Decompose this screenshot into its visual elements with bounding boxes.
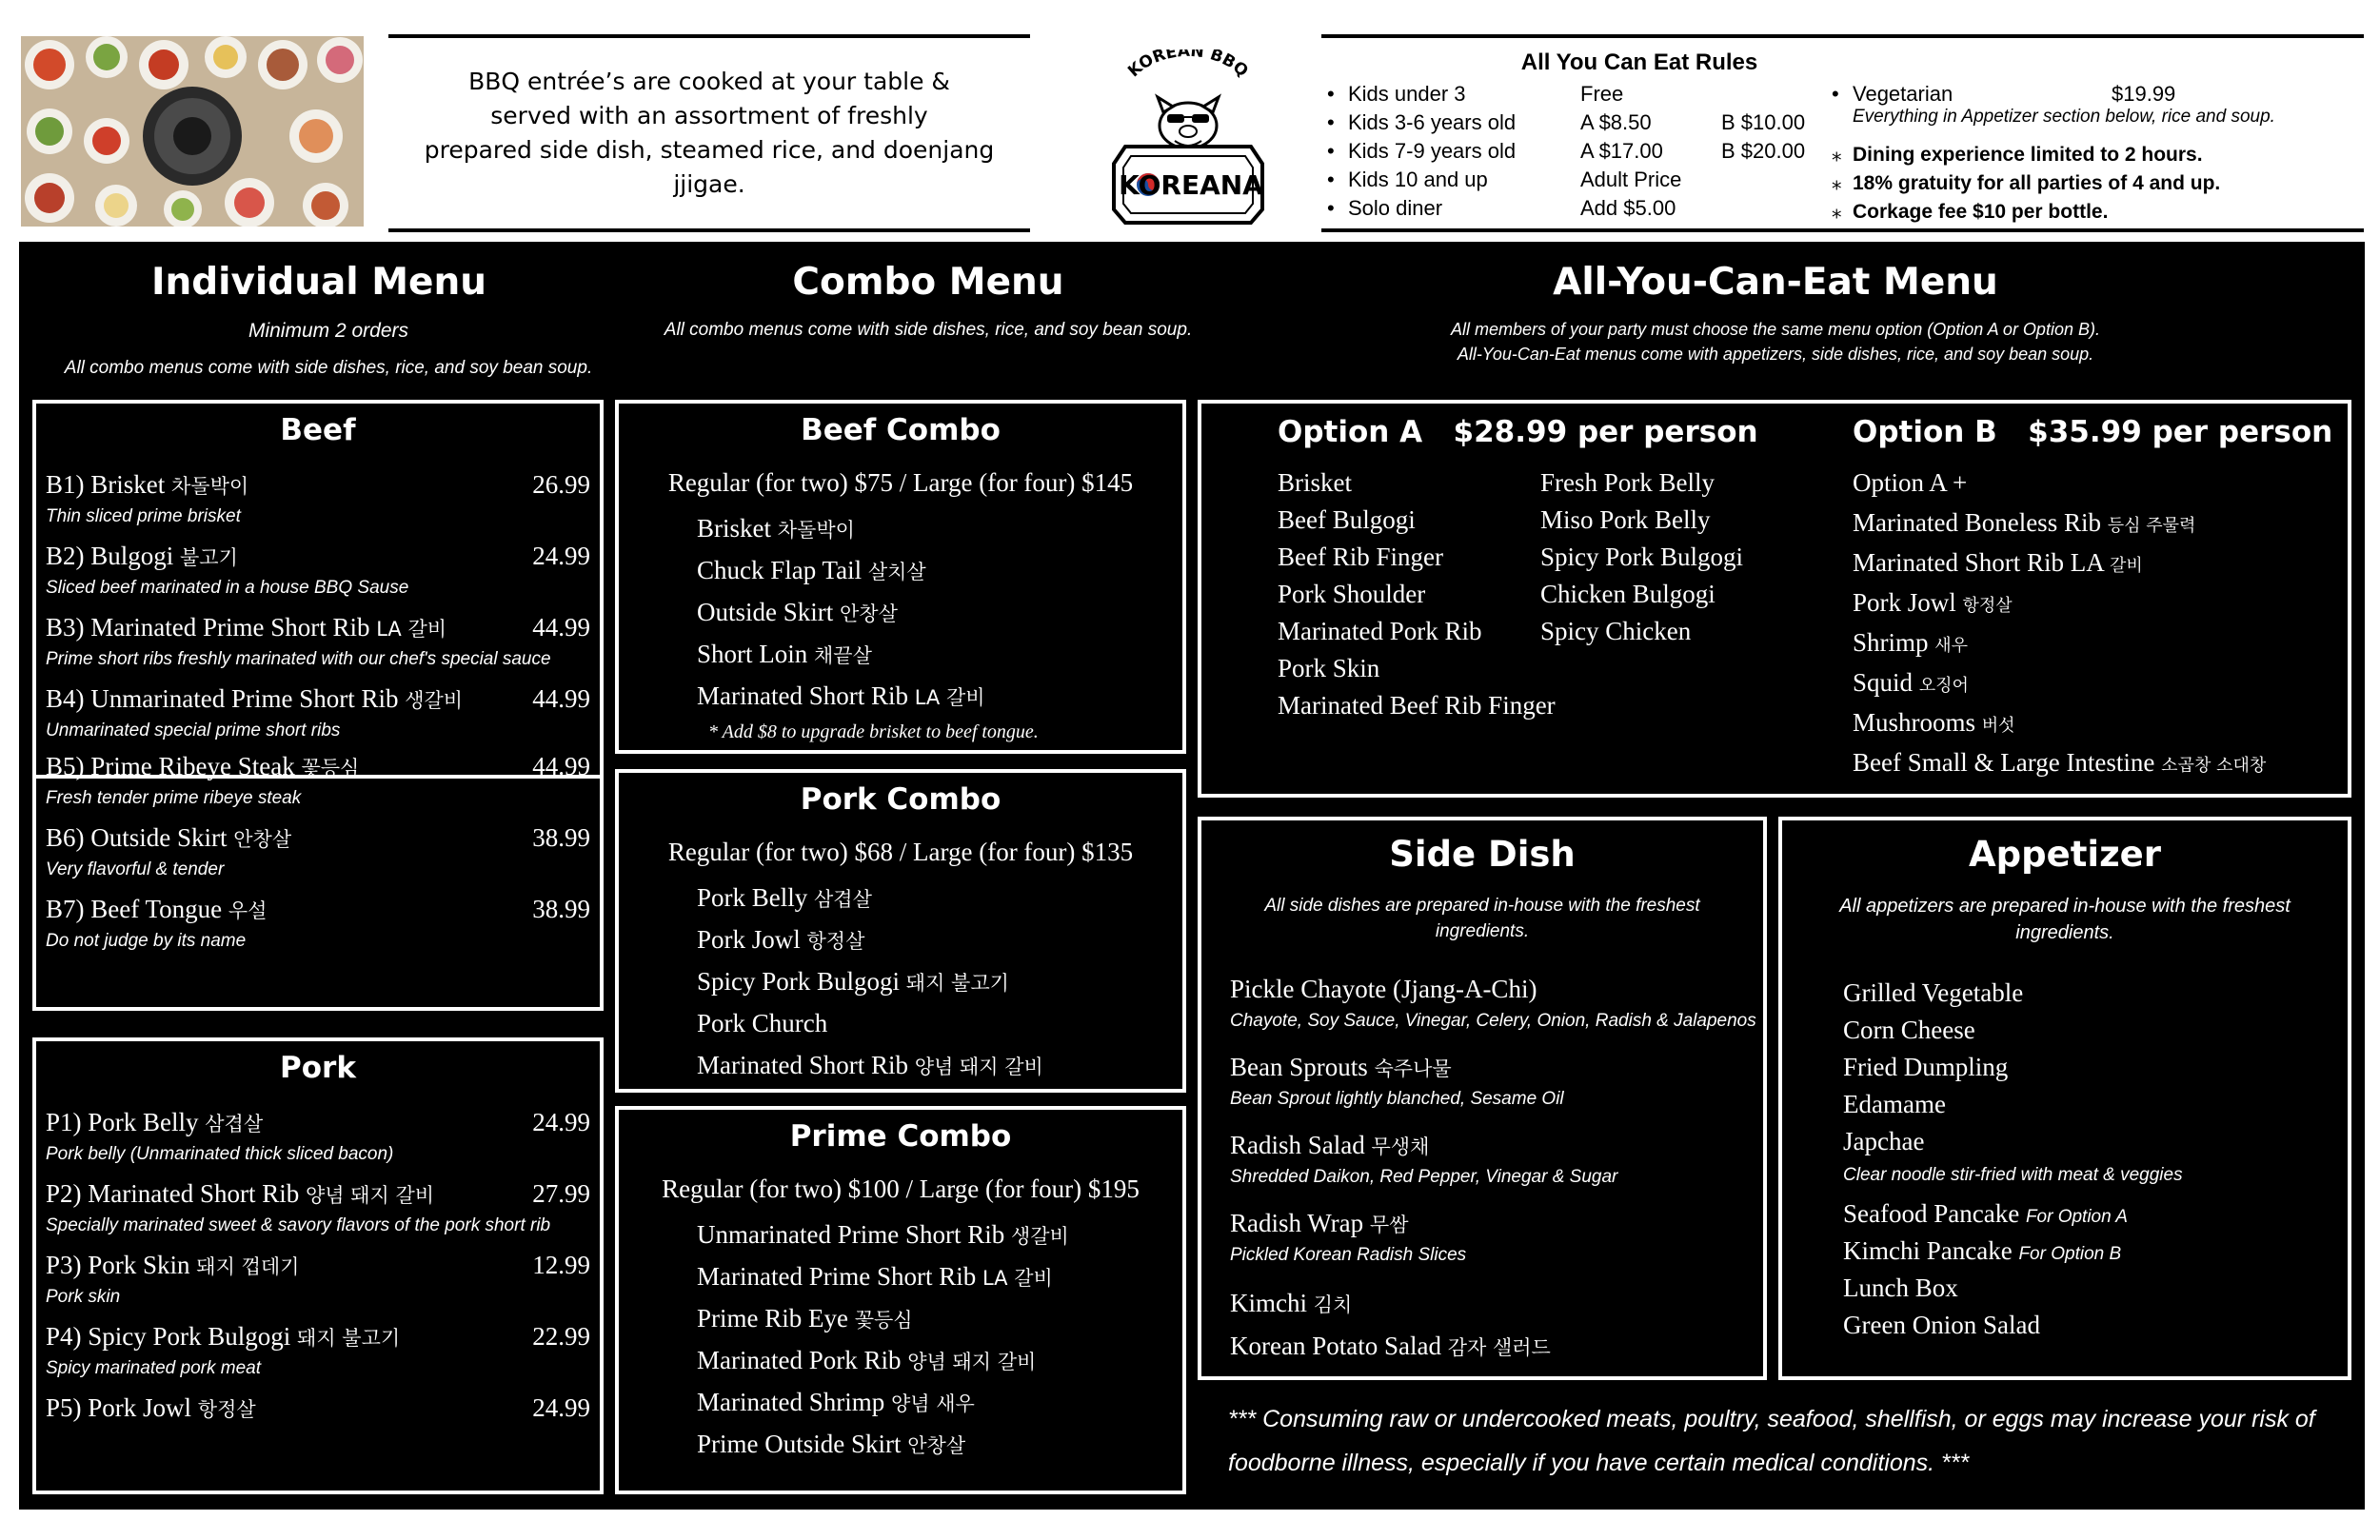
beef-item-name: B7) Beef Tongue 우설: [46, 895, 268, 923]
appetizer-item: Corn Cheese: [1843, 1016, 1975, 1044]
combo-item: Pork Jowl 항정살: [697, 925, 865, 954]
option-a-item: Brisket: [1278, 468, 1352, 497]
pork-item-price: 12.99: [532, 1251, 590, 1279]
appetizer-item: Kimchi Pancake For Option B: [1843, 1236, 2122, 1265]
combo-item: Chuck Flap Tail 살치살: [697, 556, 926, 584]
beef-item-price: 24.99: [532, 542, 590, 570]
beef-combo-box: [615, 400, 1186, 754]
beef-item-desc: Very flavorful & tender: [46, 859, 225, 879]
individual-menu-title: Individual Menu: [150, 261, 487, 304]
option-a-item: Chicken Bulgogi: [1540, 580, 1716, 608]
pork-item-name: P2) Marinated Short Rib 양념 돼지 갈비: [46, 1179, 435, 1208]
beef-item-name: B3) Marinated Prime Short Rib LA 갈비: [46, 613, 447, 642]
combo-item: Pork Belly 삼겹살: [697, 883, 872, 912]
beef-item-name: B1) Brisket 차돌박이: [46, 470, 249, 499]
pork-item-price: 27.99: [532, 1179, 590, 1208]
individual-menu-sub2: All combo menus come with side dishes, rice, and soy bean soup.: [64, 358, 593, 378]
rule-row: • Kids under 3 Free: [1327, 82, 1624, 106]
beef-item-price: 44.99: [532, 684, 590, 713]
pork-item-name: P4) Spicy Pork Bulgogi 돼지 불고기: [46, 1322, 401, 1351]
combo-item: Marinated Shrimp 양념 새우: [697, 1388, 975, 1416]
option-b-item: Squid 오징어: [1853, 668, 1969, 697]
ayce-rules: All You Can Eat Rules • Kids under 3 Free • Kids 3-6 years old A $8.50 B $10.00 • Kids 7-9 years old A $17.00 B $20.00 • Kids 10 and up Adult Price • Solo diner Add $5.00 • Vegetarian $19.99 Everything in Appetizer section below, rice and soup. ⁎ Dining experience limited to 2 hours. ⁎ 18% gratuity for all parties of 4 and up. ⁎ Corkage fee $10 per bottle.: [1321, 34, 2364, 232]
ayce-options-box: [1198, 400, 2351, 798]
combo-item: Unmarinated Prime Short Rib 생갈비: [697, 1220, 1069, 1249]
beef-item-desc: Sliced beef marinated in a house BBQ Sause: [46, 578, 409, 598]
beef-item-name: B2) Bulgogi 불고기: [46, 542, 238, 570]
side-dish-item: Pickle Chayote (Jjang-A-Chi): [1230, 975, 1537, 1003]
side-dish-desc: Chayote, Soy Sauce, Vinegar, Celery, Onion, Radish & Jalapenos: [1230, 1011, 1756, 1031]
option-b-head: Option B $35.99 per person: [1853, 415, 2333, 449]
combo-item: Pork Church: [697, 1009, 828, 1037]
appetizer-box: [1778, 817, 2351, 1380]
combo-menu-sub: All combo menus come with side dishes, rice, and soy bean soup.: [664, 320, 1193, 340]
prime-combo-title: Prime Combo: [789, 1119, 1012, 1154]
rule-row: • Kids 7-9 years old A $17.00 B $20.00: [1327, 139, 1806, 163]
side-dish-desc: Shredded Daikon, Red Pepper, Vinegar & Sugar: [1230, 1167, 1618, 1187]
pork-item-desc: Specially marinated sweet & savory flavors of the pork short rib: [46, 1215, 551, 1235]
combo-item: Marinated Short Rib LA 갈비: [697, 681, 985, 710]
beef-combo-title: Beef Combo: [801, 413, 1001, 447]
combo-item: Prime Outside Skirt 안창살: [697, 1430, 966, 1458]
ayce-menu-sub1: All members of your party must choose the same menu option (Option A or Option B).: [1451, 320, 2100, 339]
side-dish-item: Radish Salad 무생채: [1230, 1131, 1430, 1159]
appetizer-item: Edamame: [1843, 1090, 1946, 1118]
menu-board: [19, 242, 2365, 1510]
side-dish-sub: All side dishes are prepared in-house with the freshest ingredients.: [1264, 896, 1700, 941]
japchae-desc: Clear noodle stir-fried with meat & veggies: [1843, 1165, 2183, 1185]
option-a-item: Fresh Pork Belly: [1540, 468, 1716, 497]
pork-item-name: P5) Pork Jowl 항정살: [46, 1393, 256, 1422]
rule-row: • Kids 10 and up Adult Price: [1327, 168, 1682, 191]
pork-box: [32, 1037, 604, 1494]
option-b-item: Pork Jowl 항정살: [1853, 588, 2013, 617]
beef-item-name: B4) Unmarinated Prime Short Rib 생갈비: [46, 684, 464, 713]
option-b-item: Marinated Boneless Rib 등심 주물력: [1853, 508, 2196, 537]
option-b-item: Marinated Short Rib LA 갈비: [1853, 548, 2143, 577]
beef-item-price: 26.99: [532, 470, 590, 499]
combo-item: Brisket 차돌박이: [697, 514, 855, 543]
pork-combo-price: Regular (for two) $68 / Large (for four) $135: [667, 838, 1134, 866]
beef-item-desc: Thin sliced prime brisket: [46, 506, 241, 526]
option-b-item: Option A +: [1853, 468, 1968, 497]
beef-combo-price: Regular (for two) $75 / Large (for four) $145: [667, 468, 1134, 497]
prime-combo-price: Regular (for two) $100 / Large (for four) $195: [662, 1175, 1140, 1203]
pork-item-price: 24.99: [532, 1393, 590, 1422]
pork-item-price: 24.99: [532, 1108, 590, 1136]
rule-row: • Solo diner Add $5.00: [1327, 196, 1676, 220]
side-dish-item: Bean Sprouts 숙주나물: [1230, 1053, 1452, 1081]
combo-item: Marinated Short Rib 양념 돼지 갈비: [697, 1051, 1043, 1079]
pork-title: Pork: [280, 1051, 356, 1085]
side-dish-desc: Bean Sprout lightly blanched, Sesame Oil: [1230, 1089, 1564, 1109]
beef-item-price: 44.99: [532, 613, 590, 642]
appetizer-item: Fried Dumpling: [1843, 1053, 2009, 1081]
pork-item-price: 22.99: [532, 1322, 590, 1351]
combo-item: Marinated Pork Rib 양념 돼지 갈비: [697, 1346, 1037, 1374]
side-dish-item: Korean Potato Salad 감자 샐러드: [1230, 1332, 1551, 1360]
option-a-item: Marinated Pork Rib: [1278, 617, 1482, 645]
logo-brand: KOREANA: [1119, 169, 1263, 201]
combo-item: Outside Skirt 안창살: [697, 598, 898, 626]
rule-row: • Kids 3-6 years old A $8.50 B $10.00: [1327, 110, 1806, 134]
option-a-head: Option A $28.99 per person: [1278, 415, 1758, 449]
combo-item: Spicy Pork Bulgogi 돼지 불고기: [697, 967, 1009, 996]
ayce-menu-title: All-You-Can-Eat Menu: [1553, 261, 1998, 304]
svg-text:KOREAN BBQ: [1124, 49, 1252, 81]
side-dish-desc: Pickled Korean Radish Slices: [1230, 1245, 1467, 1265]
food-photo: [21, 36, 364, 227]
option-a-item: Spicy Chicken: [1540, 617, 1692, 645]
beef-item-desc: Do not judge by its name: [46, 931, 247, 951]
pork-item-desc: Spicy marinated pork meat: [46, 1358, 261, 1378]
pork-item-desc: Pork belly (Unmarinated thick sliced bacon): [46, 1144, 394, 1164]
combo-item: Marinated Prime Short Rib LA 갈비: [697, 1262, 1053, 1291]
beef-title: Beef: [280, 413, 356, 447]
intro-box: [388, 34, 1030, 232]
beef-item-name: B5) Prime Ribeye Steak 꽃등심: [46, 752, 360, 780]
prime-combo-box: [615, 1106, 1186, 1494]
vegetarian-note: Everything in Appetizer section below, rice and soup.: [1853, 107, 2275, 127]
combo-item: Short Loin 채끝살: [697, 640, 872, 668]
beef-item-price: 38.99: [532, 823, 590, 852]
option-a-item: Marinated Beef Rib Finger: [1278, 691, 1556, 720]
beef-combo-note: * Add $8 to upgrade brisket to beef tongue.: [708, 721, 1039, 742]
ayce-menu-sub2: All-You-Can-Eat menus come with appetizers, side dishes, rice, and soy bean soup.: [1457, 345, 2094, 364]
beef-box-extension: [32, 400, 604, 1011]
appetizer-item: Seafood Pancake For Option A: [1843, 1199, 2128, 1228]
option-a-item: Spicy Pork Bulgogi: [1540, 543, 1744, 571]
combo-menu-title: Combo Menu: [792, 261, 1064, 304]
rules-title: All You Can Eat Rules: [1520, 49, 1758, 75]
pork-item-desc: Pork skin: [46, 1287, 121, 1307]
koreana-logo: [1093, 49, 1283, 230]
combo-item: Prime Rib Eye 꽃등심: [697, 1304, 913, 1333]
option-b-item: Shrimp 새우: [1853, 628, 1969, 657]
food-safety-disclaimer: *** Consuming raw or undercooked meats, poultry, seafood, shellfish, or eggs may increase your risk of foodborne illness, especially if you have certain medical conditions. ***: [1228, 1406, 2315, 1476]
option-a-item: Pork Skin: [1278, 654, 1380, 682]
option-b-item: Mushrooms 버섯: [1853, 708, 2015, 737]
beef-item-desc: Unmarinated special prime short ribs: [46, 721, 341, 740]
appetizer-item: Grilled Vegetable: [1843, 978, 2024, 1007]
beef-item-desc: Prime short ribs freshly marinated with our chef's special sauce: [46, 649, 551, 669]
beef-item-price: 44.99: [532, 752, 590, 780]
appetizer-title: Appetizer: [1969, 834, 2161, 875]
option-a-item: Pork Shoulder: [1278, 580, 1426, 608]
appetizer-sub: All appetizers are prepared in-house with the freshest ingredients.: [1839, 896, 2291, 943]
option-a-item: Beef Bulgogi: [1278, 505, 1416, 534]
beef-item-desc: Fresh tender prime ribeye steak: [46, 788, 302, 808]
option-b-item: Beef Small & Large Intestine 소곱창 소대창: [1853, 748, 2267, 777]
side-dish-item: Kimchi 김치: [1230, 1289, 1353, 1317]
side-dish-title: Side Dish: [1389, 834, 1576, 875]
pork-item-name: P3) Pork Skin 돼지 껍데기: [46, 1251, 300, 1279]
side-dish-item: Radish Wrap 무쌈: [1230, 1209, 1409, 1237]
pork-item-name: P1) Pork Belly 삼겹살: [46, 1108, 264, 1136]
appetizer-item: Lunch Box: [1843, 1273, 1958, 1302]
option-a-item: Miso Pork Belly: [1540, 505, 1711, 534]
pork-combo-title: Pork Combo: [800, 782, 1002, 817]
appetizer-item: Green Onion Salad: [1843, 1311, 2040, 1339]
intro-text: BBQ entrée’s are cooked at your table & served with an assortment of freshly prepared side dish, steamed rice, and doenjang jjigae.: [424, 68, 995, 198]
beef-item-price: 38.99: [532, 895, 590, 923]
side-dish-box: [1198, 817, 1767, 1380]
logo-arc-text: KOREAN BBQ: [1124, 49, 1252, 82]
pork-combo-box: [615, 769, 1186, 1093]
option-a-item: Beef Rib Finger: [1278, 543, 1443, 571]
appetizer-item: Japchae: [1843, 1127, 1925, 1155]
individual-menu-sub1: Minimum 2 orders: [248, 320, 409, 342]
beef-item-name: B6) Outside Skirt 안창살: [46, 823, 292, 852]
